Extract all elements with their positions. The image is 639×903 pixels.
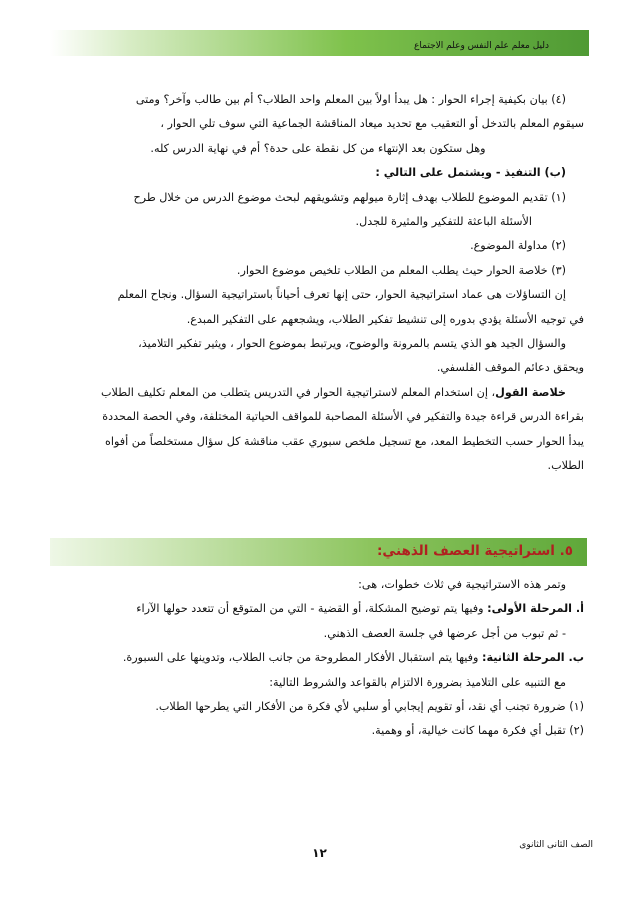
summary-line4: الطلاب. <box>547 459 584 473</box>
item4-line1: (٤) بيان بكيفية إجراء الحوار : هل يبدأ اولاً بين المعلم واحد الطلاب؟ أم بين طالب وآخر؟ ومتى <box>135 93 566 106</box>
summary-line1 <box>52 381 584 405</box>
b2-line: (٢) مداولة الموضوع. <box>470 239 566 253</box>
item4-line2: سيقوم المعلم بالتدخل أو التعقيب مع تحديد ميعاد المناقشة الجماعية التي سوف تلي الحوار ، <box>160 117 584 131</box>
summary-line3: يبدأ الحوار حسب التخطيط المعد، مع تسجيل ملخص سبوري عقب مناقشة كل سؤال مستخلصاً من أفواه <box>104 434 584 448</box>
stage-b-line <box>52 646 584 670</box>
summary-line2: بقراءة الدرس قراءة جيدة والتفكير في الأسئلة المصاحبة للمواقف الحياتية المختلفة، وفي الحصة المحددة <box>102 410 584 424</box>
stage-b-text: وفيها يتم استقبال الأفكار المطروحة من جانب الطلاب، وتدوينها على السبورة. <box>122 651 482 665</box>
para1-line2: في توجيه الأسئلة يؤدي بدوره إلى تنشيط تفكير الطلاب، ويشجعهم على التفكير المبدع. <box>186 312 584 326</box>
b3-line: (٣) خلاصة الحوار حيث يطلب المعلم من الطلاب تلخيص موضوع الحوار. <box>236 263 566 277</box>
execution-heading: (ب) التنفيذ - ويشتمل على التالي : <box>375 166 566 180</box>
header-title: دليل معلم علم النفس وعلم الاجتماع <box>414 41 549 51</box>
body-text <box>52 88 584 479</box>
para2-line2: ويحقق دعائم الموقف الفلسفي. <box>436 361 584 375</box>
b1-line2: الأسئلة الباعثة للتفكير والمثيرة للجدل. <box>355 215 532 229</box>
summary-text: ، إن استخدام المعلم لاستراتيجية الحوار في التدريس يتطلب من المعلم تكليف الطلاب <box>101 385 496 399</box>
stage-a-text: وفيها يتم توضيح المشكلة، أو القضية - التي من المتوقع أن تتعدد حولها الآراء <box>136 602 488 616</box>
stage-a-label: أ. المرحلة الأولى: <box>487 602 584 616</box>
stage-b-label: ب. المرحلة الثانية: <box>481 651 584 665</box>
para1-line1: إن التساؤلات هى عماد استراتيجية الحوار، حتى إنها تعرف أحياناً باستراتيجية السؤال. ونجاح المعلم <box>117 288 566 302</box>
brainstorm-text <box>52 573 584 744</box>
rule-2: (٢) تقبل أي فكرة مهما كانت خيالية، أو وهمية. <box>371 724 584 738</box>
summary-label: خلاصة القول <box>495 385 566 399</box>
stage-a-line <box>52 597 584 621</box>
rules-intro: مع التنبيه على التلاميذ بضرورة الالتزام بالقواعد والشروط التالية: <box>269 675 566 689</box>
item4-line3: وهل ستكون بعد الإنتهاء من كل نقطة على حدة؟ أم في نهاية الدرس كله. <box>150 141 486 155</box>
page-number: ١٢ <box>312 846 327 860</box>
rule-1: (١) ضرورة تجنب أي نقد، أو تقويم إيجابي أو سلبي لأي فكرة من الأفكار التي يطرحها الطلاب. <box>155 700 584 714</box>
b1-line1: (١) تقديم الموضوع للطلاب بهدف إثارة ميولهم وتشويقهم لبحث موضوع الدرس من خلال طرح <box>133 190 566 204</box>
para2-line1: والسؤال الجيد هو الذي يتسم بالمرونة والوضوح، ويرتبط بموضوع الحوار ، ويثير تفكير التلاميذ، <box>138 337 566 351</box>
stage-a-note: - ثم تبوب من أجل عرضها في جلسة العصف الذهني. <box>323 626 566 640</box>
section-title: ٥. استراتيجية العصف الذهني: <box>376 543 573 559</box>
steps-intro: وتمر هذه الاستراتيجية في ثلاث خطوات، هى: <box>358 578 566 591</box>
footer-grade: الصف الثانى الثانوى <box>519 840 593 850</box>
